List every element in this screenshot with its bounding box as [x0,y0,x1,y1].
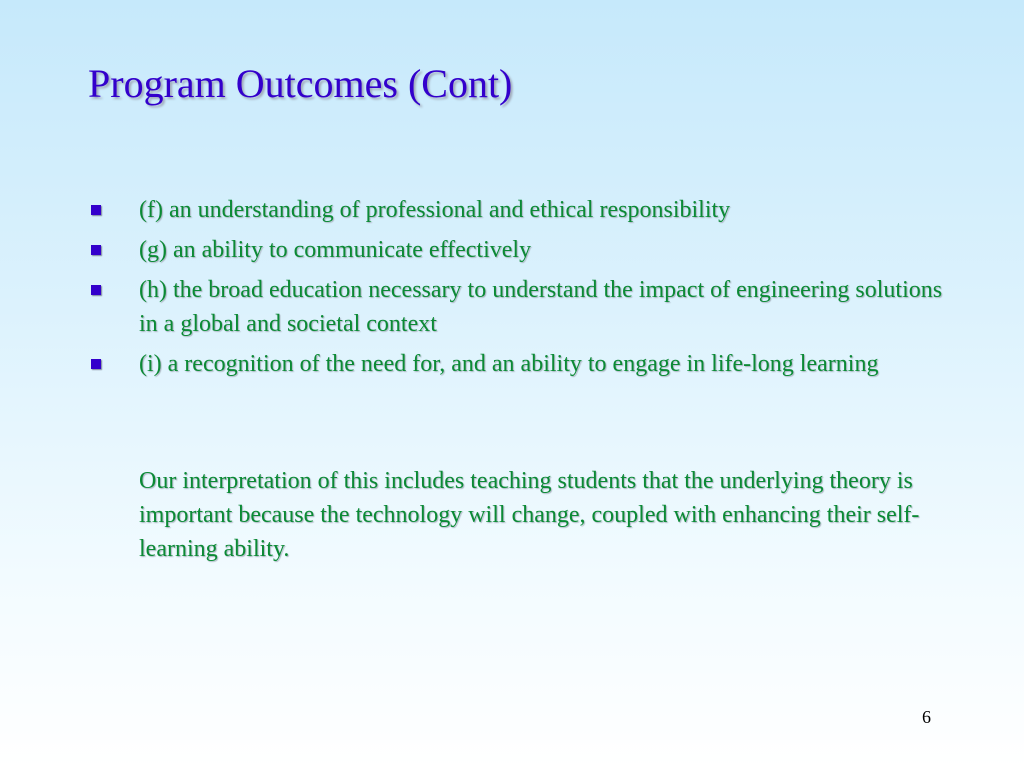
interpretation-note: Our interpretation of this includes teaching students that the underlying theory is important because the technology will change, coupled with enhancing their self-learning ability. [139,468,920,562]
bullet-item-h [88,273,948,341]
square-bullet-icon [91,285,101,295]
bullet-text: (i) a recognition of the need for, and an ability to engage in life-long learning [139,351,879,377]
page-number: 6 [922,707,931,727]
bullet-item-g [88,233,948,267]
bullet-text: (h) the broad education necessary to understand the impact of engineering solutions in a global and societal context [139,277,943,337]
slide-title: Program Outcomes (Cont) [88,61,513,106]
square-bullet-icon [91,359,101,369]
bullet-list [88,193,948,387]
square-bullet-icon [91,205,101,215]
bullet-text: (g) an ability to communicate effectively [139,237,532,263]
bullet-text: (f) an understanding of professional and ethical responsibility [139,197,731,223]
square-bullet-icon [91,245,101,255]
bullet-item-f [88,193,948,227]
bullet-item-i [88,347,948,381]
